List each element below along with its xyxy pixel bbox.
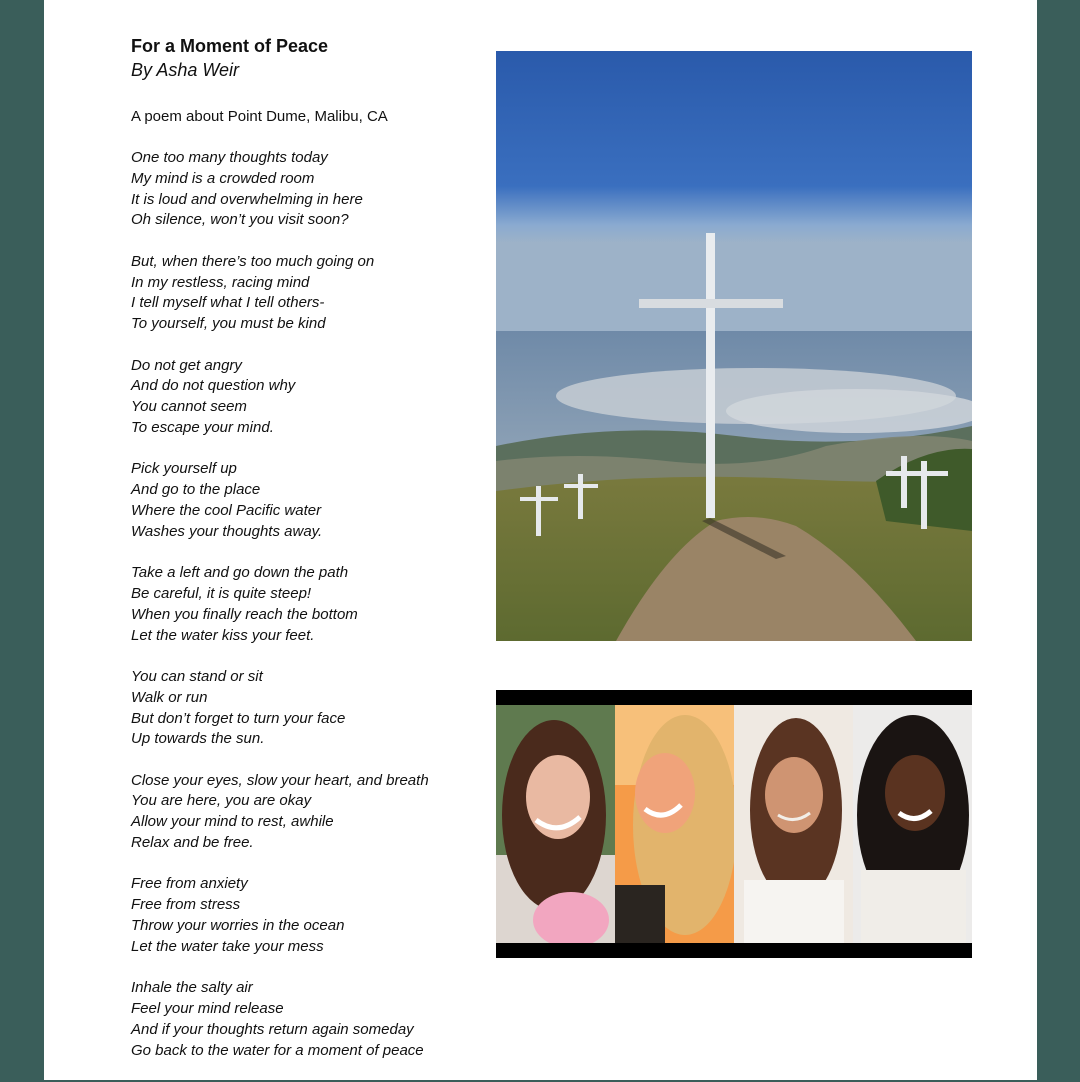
poem-line: And go to the place [131,481,261,499]
poem-title: For a Moment of Peace [131,36,329,56]
poem-line: One too many thoughts today [131,149,328,166]
stanza [131,978,471,1061]
poem-line: You can stand or sit [131,667,263,685]
stanza [131,459,471,542]
poem-line: It is loud and overwhelming in here [131,190,363,208]
stanza [131,563,471,646]
poem-line: Feel your mind release [131,1000,284,1018]
poem-line: Inhale the salty air [131,979,253,997]
portrait-photo [853,705,972,943]
poem-column [131,34,471,1082]
poem-line: My mind is a crowded room [131,169,315,187]
poem-line: And do not question why [131,377,296,395]
poem-line: Take a left and go down the path [131,564,349,582]
poem-line: Washes your thoughts away. [131,522,323,540]
document-page [44,0,1037,1080]
cross-hilltop-photo [496,51,972,641]
stanza [131,356,471,439]
poem-line: Let the water kiss your feet. [131,626,315,644]
poem-line: I tell myself what I tell others- [131,294,325,312]
poem-line: Be careful, it is quite steep! [131,584,312,602]
stanza [131,252,471,335]
portrait-photo [496,705,615,943]
poem-line: Up towards the sun. [131,730,265,748]
poem-line: Free from anxiety [131,875,248,893]
poem-line: Let the water take your mess [131,937,324,955]
poem-line: Walk or run [131,688,208,706]
poem-author: By Asha Weir [131,60,240,80]
poem-line: Throw your worries in the ocean [131,917,345,935]
poem-line: And if your thoughts return again someday [131,1020,414,1038]
collage-strip [496,705,972,943]
stanza [131,148,471,231]
stanza [131,771,471,854]
stanza [131,874,471,957]
poem-line: Where the cool Pacific water [131,501,322,519]
poem-line: In my restless, racing mind [131,273,310,291]
poem-line: You are here, you are okay [131,792,312,810]
poem-line: Do not get angry [131,356,242,374]
poem-line: To escape your mind. [131,418,274,436]
poem-line: But, when there’s too much going on [131,252,375,270]
poem-line: When you finally reach the bottom [131,605,358,623]
poem-line: But don’t forget to turn your face [131,709,346,727]
poem-line: Free from stress [131,896,241,914]
poem-line: Pick yourself up [131,460,237,478]
poem-line: Go back to the water for a moment of peace [131,1041,424,1059]
poem-line: To yourself, you must be kind [131,315,326,333]
portrait-collage [496,690,972,958]
portrait-photo [615,705,734,943]
poem-line: Oh silence, won’t you visit soon? [131,211,349,229]
poem-subtitle: A poem about Point Dume, Malibu, CA [131,108,388,125]
poem-line: You cannot seem [131,398,247,416]
poem-line: Close your eyes, slow your heart, and breath [131,771,429,789]
stanza [131,667,471,750]
portrait-photo [734,705,853,943]
poem-line: Relax and be free. [131,834,254,852]
poem-line: Allow your mind to rest, awhile [131,813,334,831]
